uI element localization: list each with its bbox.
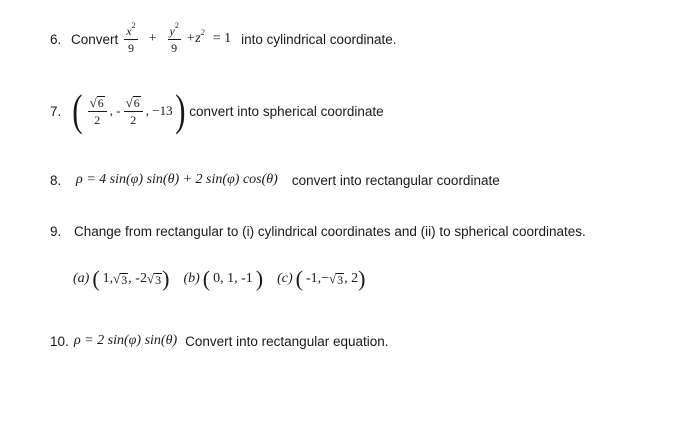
part-b-values: 0, 1, -1 — [213, 271, 253, 286]
part-b-label: (b) — [183, 271, 200, 286]
part-c-sqrt3: √ 3 — [329, 271, 344, 287]
question-number: 7. — [50, 103, 62, 119]
part-b-close: ) — [255, 266, 264, 291]
plus-sign: + — [148, 31, 157, 46]
part-c-label: (c) — [277, 271, 293, 286]
question-9-points — [0, 266, 366, 292]
question-9 — [0, 221, 586, 241]
fraction-sqrt6-over-2: √ 6 2 — [88, 96, 107, 127]
part-a-mid: , -2 — [128, 271, 147, 286]
part-b-open: ( — [202, 266, 211, 291]
part-c-open: ( — [295, 266, 303, 291]
equals-one: = 1 — [212, 31, 232, 46]
part-c-close: ) — [358, 266, 366, 291]
question-text: Change from rectangular to (i) cylindrical coordinates and (ii) to spherical coordinates. — [74, 223, 586, 239]
question-number: 10. — [50, 333, 69, 349]
part-a-label: (a) — [73, 271, 90, 286]
question-tail: into cylindrical coordinate. — [241, 31, 397, 47]
question-7 — [0, 88, 384, 134]
question-tail: Convert into rectangular equation. — [185, 333, 389, 349]
part-a-close: ) — [162, 266, 170, 291]
question-6 — [0, 22, 397, 56]
part-c-pre: -1,− — [305, 271, 330, 286]
part-a-open: ( — [92, 266, 100, 291]
part-a-sqrt3-b: √ 3 — [146, 271, 162, 287]
rho-expression: ρ = 4 sin(φ) sin(θ) + 2 sin(φ) cos(θ) — [76, 172, 278, 187]
fraction-x2-over-9: $\frac{x^2}{9}$ — [126, 20, 136, 55]
value-minus-13: , −13 — [145, 103, 173, 118]
question-number: 8. — [50, 172, 62, 188]
part-c-post: , 2 — [344, 271, 359, 286]
question-8 — [0, 170, 500, 190]
part-a-sqrt3: √ 3 — [113, 271, 128, 287]
question-tail: convert into spherical coordinate — [189, 103, 384, 119]
part-a-x: 1, — [102, 271, 114, 286]
question-number: 9. — [50, 223, 62, 239]
question-tail: convert into rectangular coordinate — [291, 172, 500, 188]
fraction-y2-over-9: $\frac{y^2}{9}$ — [169, 20, 179, 55]
rho-expression: ρ = 2 sin(φ) sin(θ) — [74, 333, 178, 348]
question-lead: Convert — [71, 31, 119, 47]
right-paren: ) — [174, 86, 186, 135]
fraction-sqrt6-over-2-b: √ 6 2 — [124, 96, 143, 127]
question-10 — [0, 331, 389, 351]
left-paren: ( — [72, 86, 83, 135]
question-number: 6. — [50, 31, 62, 47]
separator: , - — [109, 103, 121, 118]
z-squared-term: $+z^2$ — [185, 28, 205, 46]
